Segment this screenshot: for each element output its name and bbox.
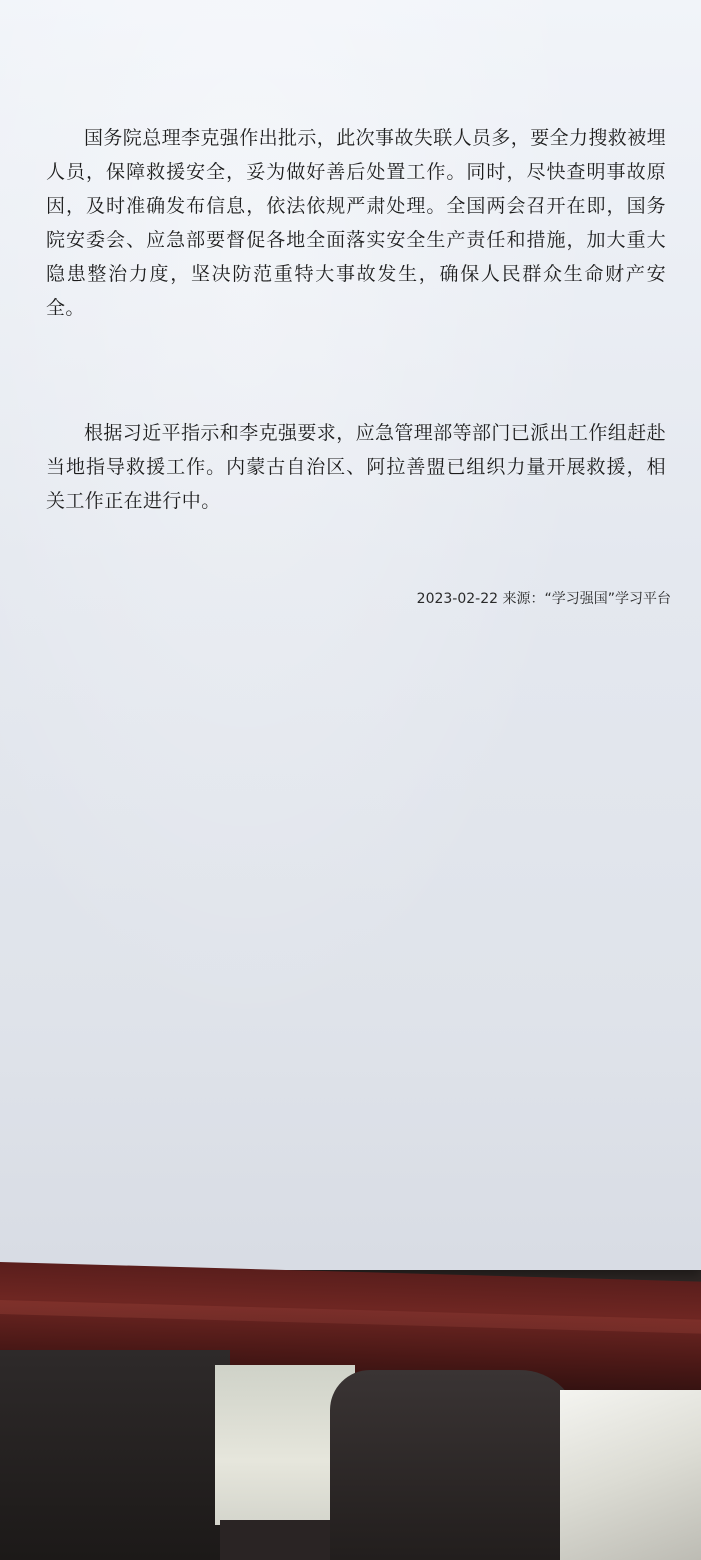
window-light-right	[560, 1390, 701, 1560]
article-paragraph-2: 根据习近平指示和李克强要求，应急管理部等部门已派出工作组赶赴当地指导救援工作。内蒙古自治区、阿拉善盟已组织力量开展救援，相关工作正在进行中。	[46, 422, 667, 512]
article-paragraph-1: 国务院总理李克强作出批示，此次事故失联人员多，要全力搜救被埋人员，保障救援安全，妥为做好善后处置工作。同时，尽快查明事故原因，及时准确发布信息，依法依规严肃处理。全国两会召开在即，国务院安委会、应急部要督促各地全面落实安全生产责任和措施，加大重大隐患整治力度，坚决防范重特大事故发生，确保人民群众生命财产安全。	[46, 127, 667, 319]
date-source-line: 2023-02-22 来源：“学习强国”学习平台	[416, 591, 671, 607]
dark-chair-middle	[330, 1370, 580, 1560]
dark-chair-left	[0, 1350, 230, 1560]
